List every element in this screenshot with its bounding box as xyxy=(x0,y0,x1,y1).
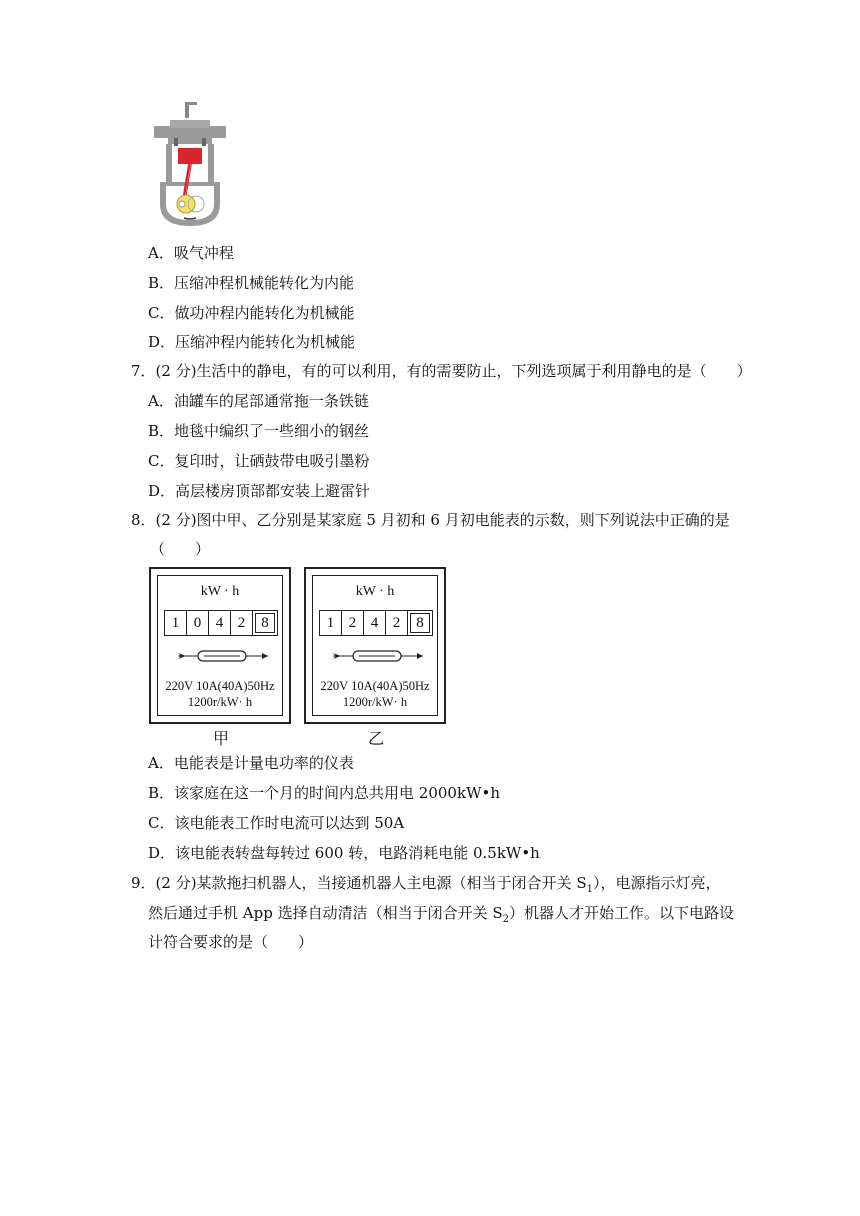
meter-digit: 2 xyxy=(386,611,408,635)
q9-stem-line3: 计符合要求的是（ ） xyxy=(148,933,314,951)
q8-stem-paren: （ ） xyxy=(150,540,211,558)
q6-option-c: C．做功冲程内能转化为机械能 xyxy=(148,304,355,322)
meter-digit-decimal: 8 xyxy=(253,611,277,635)
meter-digit: 1 xyxy=(320,611,342,635)
q7-option-a: A．油罐车的尾部通常拖一条铁链 xyxy=(148,392,369,410)
meter-dial-arrow-icon xyxy=(331,648,425,664)
q8-option-c: C．该电能表工作时电流可以达到 50A xyxy=(148,814,405,832)
q8-option-d: D．该电能表转盘每转过 600 转，电路消耗电能 0.5kW•h xyxy=(148,844,540,862)
q8-option-a: A．电能表是计量电功率的仪表 xyxy=(148,754,354,772)
meter-digits xyxy=(164,610,278,636)
meter-digit: 2 xyxy=(231,611,253,635)
electric-meter-yi xyxy=(304,567,446,724)
meter-digit: 4 xyxy=(364,611,386,635)
electric-meter-jia xyxy=(149,567,291,724)
meter-digit-decimal: 8 xyxy=(408,611,432,635)
q6-option-b: B．压缩冲程机械能转化为内能 xyxy=(148,274,355,292)
meter-digits xyxy=(319,610,433,636)
q9-stem-line2: 然后通过手机 App 选择自动清洁（相当于闭合开关 $S_2$）机器人才开始工作。以下电路设 xyxy=(148,904,735,925)
q8-stem: 8．(2 分)图中甲、乙分别是某家庭 5 月初和 6 月初电能表的示数，则下列说法中正确的是 xyxy=(131,511,730,529)
meter-digit: 1 xyxy=(165,611,187,635)
meter-spec-revolutions: 1200r/kW· h xyxy=(187,695,253,709)
engine-cylinder-diagram xyxy=(150,100,230,230)
q6-option-d: D．压缩冲程内能转化为机械能 xyxy=(148,333,356,351)
q6-option-a: A．吸气冲程 xyxy=(148,244,234,262)
q7-option-c: C．复印时，让硒鼓带电吸引墨粉 xyxy=(148,452,370,470)
meter-spec-voltage: 220V 10A(40A)50Hz xyxy=(165,679,275,693)
meter-digit: 0 xyxy=(187,611,209,635)
meter-label-yi: 乙 xyxy=(367,729,384,748)
q9-stem-line1: 9．(2 分)某款拖扫机器人，当接通机器人主电源（相当于闭合开关 $S_1$），电源指示灯亮， xyxy=(131,874,721,895)
q7-option-d: D．高层楼房顶部都安装上避雷针 xyxy=(148,482,371,500)
meter-spec-voltage: 220V 10A(40A)50Hz xyxy=(320,679,430,693)
q7-option-b: B．地毯中编织了一些细小的钢丝 xyxy=(148,422,370,440)
meter-digit: 4 xyxy=(209,611,231,635)
meter-spec-revolutions: 1200r/kW· h xyxy=(342,695,408,709)
meter-dial-arrow-icon xyxy=(176,648,270,664)
meter-digit: 2 xyxy=(342,611,364,635)
meter-unit: kW · h xyxy=(355,584,395,599)
meter-label-jia: 甲 xyxy=(212,729,229,748)
q7-stem: 7．(2 分)生活中的静电，有的可以利用，有的需要防止，下列选项属于利用静电的是（ ） xyxy=(131,362,752,380)
meter-unit: kW · h xyxy=(200,584,240,599)
q8-option-b: B．该家庭在这一个月的时间内总共用电 2000kW•h xyxy=(148,784,500,802)
